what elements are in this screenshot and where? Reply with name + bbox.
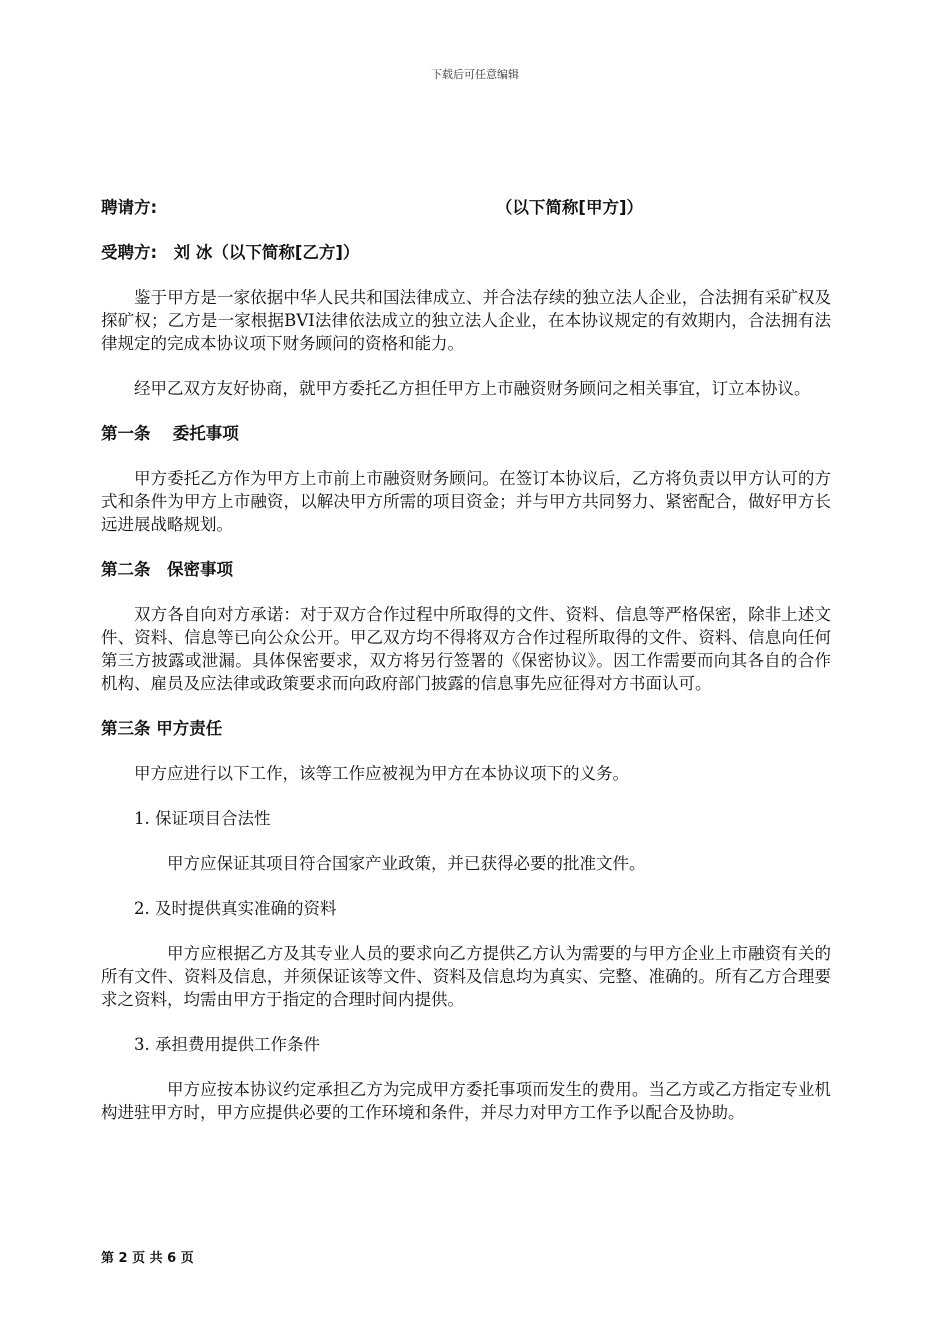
intro-paragraph-2: 经甲乙双方友好协商，就甲方委托乙方担任甲方上市融资财务顾问之相关事宜，订立本协议。 [134, 379, 811, 398]
employer-short-name: （以下简称[甲方]） [495, 198, 643, 217]
page-footer: 第 2 页 共 6 页 [101, 1251, 194, 1266]
article-3-item-3-body: 甲方应按本协议约定承担乙方为完成甲方委托事项而发生的费用。当乙方或乙方指定专业机构进驻甲方时，甲方应提供必要的工作环境和条件，并尽力对甲方工作予以配合及协助。 [101, 1080, 831, 1122]
article-3-item-3-label: 3. 承担费用提供工作条件 [134, 1035, 320, 1054]
article-1-body: 甲方委托乙方作为甲方上市前上市融资财务顾问。在签订本协议后，乙方将负责以甲方认可的方式和条件为甲方上市融资，以解决甲方所需的项目资金；并与甲方共同努力、紧密配合，做好甲方长远进展战略规划。 [101, 469, 831, 534]
employer-line [101, 196, 831, 219]
document-body [101, 196, 831, 1124]
article-3-title: 第三条 甲方责任 [101, 719, 223, 738]
article-2-title: 第二条 保密事项 [101, 560, 233, 579]
article-3-item-2-body: 甲方应根据乙方及其专业人员的要求向乙方提供乙方认为需要的与甲方企业上市融资有关的所有文件、资料及信息，并须保证该等文件、资料及信息均为真实、完整、准确的。所有乙方合理要求之资料，均需由甲方于指定的合理时间内提供。 [101, 944, 831, 1009]
header-note: 下载后可任意编辑 [431, 68, 519, 81]
article-3-item-2-label: 2. 及时提供真实准确的资料 [134, 899, 337, 918]
article-2-body: 双方各自向对方承诺：对于双方合作过程中所取得的文件、资料、信息等严格保密，除非上述文件、资料、信息等已向公众公开。甲乙双方均不得将双方合作过程所取得的文件、资料、信息向任何第三方披露或泄漏。具体保密要求，双方将另行签署的《保密协议》。因工作需要而向其各自的合作机构、雇员及应法律或政策要求而向政府部门披露的信息事先应征得对方书面认可。 [101, 605, 831, 693]
employer-label: 聘请方: [101, 198, 158, 217]
article-3-item-1-label: 1. 保证项目合法性 [134, 809, 271, 828]
article-3-item-1-body: 甲方应保证其项目符合国家产业政策，并已获得必要的批准文件。 [167, 854, 646, 873]
article-1-title: 第一条 委托事项 [101, 424, 239, 443]
employee-line: 受聘方: 刘 冰（以下简称[乙方]） [101, 243, 360, 262]
intro-paragraph-1: 鉴于甲方是一家依据中华人民共和国法律成立、并合法存续的独立法人企业，合法拥有采矿权及探矿权；乙方是一家根据BVI法律依法成立的独立法人企业，在本协议规定的有效期内，合法拥有法律规定的完成本协议项下财务顾问的资格和能力。 [101, 288, 831, 353]
article-3-intro: 甲方应进行以下工作，该等工作应被视为甲方在本协议项下的义务。 [134, 764, 629, 783]
